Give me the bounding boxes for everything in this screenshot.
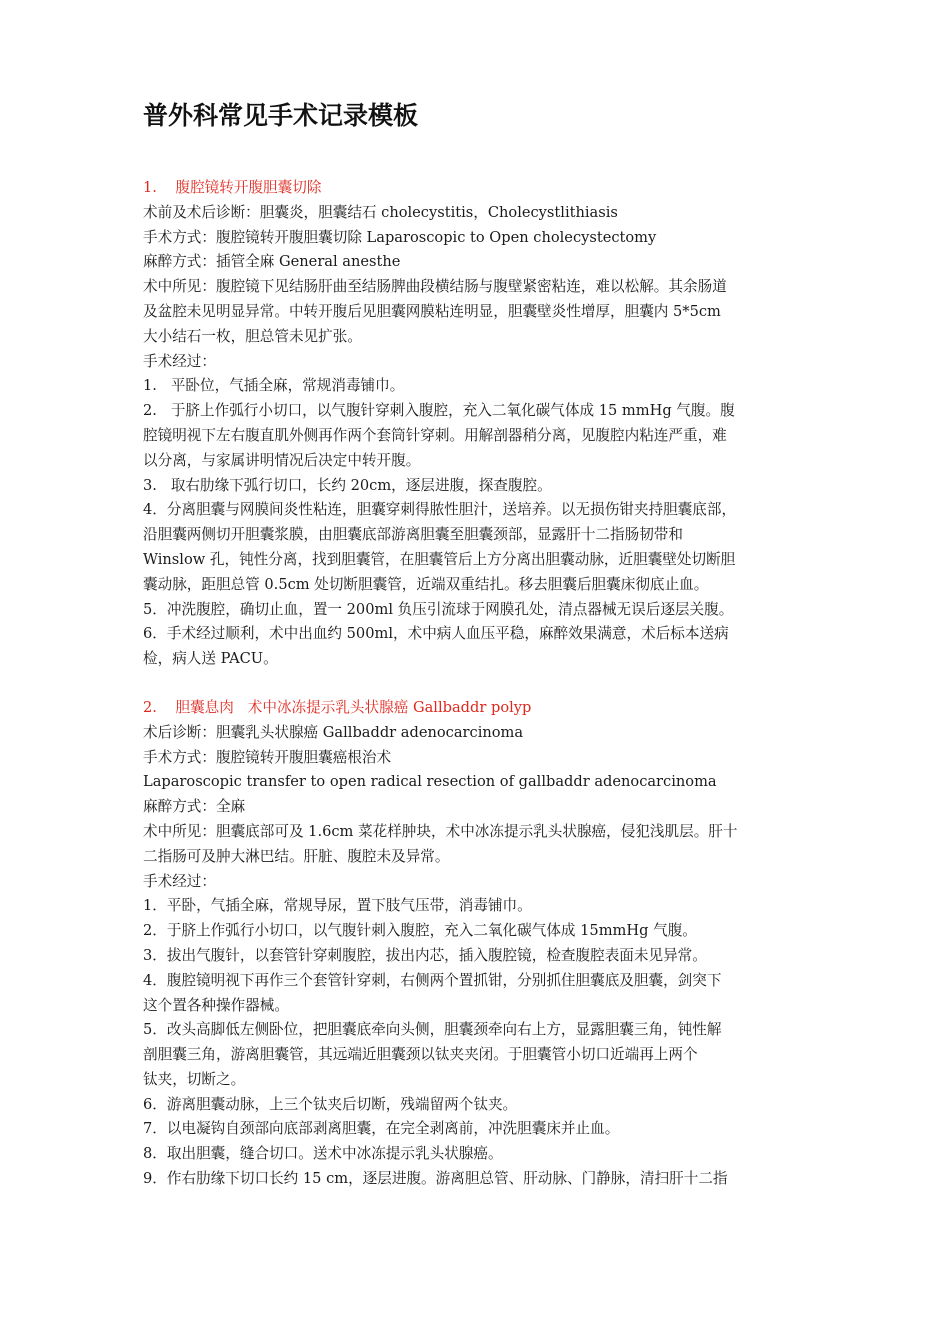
text-line: 1．平卧，气插全麻，常规导尿，置下肢气压带，消毒铺巾。 xyxy=(143,897,532,915)
text-line: 3．拔出气腹针，以套管针穿刺腹腔，拔出内芯，插入腹腔镜，检查腹腔表面未见异常。 xyxy=(143,946,707,964)
section-2 xyxy=(143,696,818,1192)
text-line: 囊动脉，距胆总管 0.5cm 处切断胆囊管，近端双重结扎。移去胆囊后胆囊床彻底止血。 xyxy=(143,575,709,593)
section-heading: 2. 胆囊息肉 术中冰冻提示乳头状腺癌 Gallbaddr polyp xyxy=(143,698,532,716)
text-line: 麻醉方式：全麻 xyxy=(143,798,246,816)
text-line: 9．作右肋缘下切口长约 15 cm，逐层进腹。游离胆总管、肝动脉、门静脉，清扫肝十二指 xyxy=(143,1170,728,1188)
text-line: 术中所见：胆囊底部可及 1.6cm 菜花样肿块，术中冰冻提示乳头状腺癌，侵犯浅肌层。肝十 xyxy=(143,822,738,840)
text-line: 7．以电凝钩自颈部向底部剥离胆囊，在完全剥离前，冲洗胆囊床并止血。 xyxy=(143,1120,620,1138)
section-1 xyxy=(143,176,818,672)
text-line: 钛夹，切断之。 xyxy=(143,1070,246,1088)
text-line: Winslow 孔，钝性分离，找到胆囊管，在胆囊管后上方分离出胆囊动脉，近胆囊壁处切断胆 xyxy=(143,550,736,568)
text-line: 检，病人送 PACU。 xyxy=(143,650,278,668)
text-line: 手术经过： xyxy=(143,352,216,370)
text-line: 4．腹腔镜明视下再作三个套管针穿刺，右侧两个置抓钳，分别抓住胆囊底及胆囊，剑突下 xyxy=(143,971,722,989)
section-heading: 1. 腹腔镜转开腹胆囊切除 xyxy=(143,179,322,196)
document-page xyxy=(143,96,818,1216)
text-line: 剖胆囊三角，游离胆囊管，其远端近胆囊颈以钛夹夹闭。于胆囊管小切口近端再上两个 xyxy=(143,1046,698,1064)
text-line: 5．冲洗腹腔，确切止血，置一 200ml 负压引流球于网膜孔处，清点器械无误后逐层关腹。 xyxy=(143,600,734,618)
text-line: 3. 取右肋缘下弧行切口，长约 20cm，逐层进腹，探查腹腔。 xyxy=(143,476,552,494)
text-line: 大小结石一枚，胆总管未见扩张。 xyxy=(143,327,362,345)
text-line: 二指肠可及肿大淋巴结。肝脏、腹腔未及异常。 xyxy=(143,847,450,865)
text-line: 5．改头高脚低左侧卧位，把胆囊底牵向头侧，胆囊颈牵向右上方，显露胆囊三角，钝性解 xyxy=(143,1021,722,1039)
text-line: 2．于脐上作弧行小切口，以气腹针刺入腹腔，充入二氧化碳气体成 15mmHg 气腹。 xyxy=(143,922,697,940)
text-line: 6．游离胆囊动脉，上三个钛夹后切断，残端留两个钛夹。 xyxy=(143,1095,518,1113)
text-line: Laparoscopic transfer to open radical resection of gallbaddr adenocarcinoma xyxy=(143,773,717,791)
document-title: 普外科常见手术记录模板 xyxy=(143,101,419,130)
text-line: 1. 平卧位，气插全麻，常规消毒铺巾。 xyxy=(143,377,405,395)
text-line: 这个置各种操作器械。 xyxy=(143,996,289,1014)
text-line: 手术经过： xyxy=(143,872,216,890)
text-line: 术后诊断：胆囊乳头状腺癌 Gallbaddr adenocarcinoma xyxy=(143,723,524,741)
text-line: 及盆腔未见明显异常。中转开腹后见胆囊网膜粘连明显，胆囊壁炎性增厚，胆囊内 5*5cm xyxy=(143,302,721,320)
text-line: 术前及术后诊断：胆囊炎，胆囊结石 cholecystitis，Cholecystlithiasis xyxy=(143,203,618,221)
text-line: 2. 于脐上作弧行小切口，以气腹针穿刺入腹腔，充入二氧化碳气体成 15 mmHg 气腹。腹 xyxy=(143,402,735,420)
text-line: 沿胆囊两侧切开胆囊浆膜，由胆囊底部游离胆囊至胆囊颈部，显露肝十二指肠韧带和 xyxy=(143,526,683,544)
text-line: 麻醉方式：插管全麻 General anesthe xyxy=(143,253,401,271)
text-line: 4．分离胆囊与网膜间炎性粘连，胆囊穿刺得脓性胆汁，送培养。以无损伤钳夹持胆囊底部， xyxy=(143,501,737,519)
text-line: 以分离，与家属讲明情况后决定中转开腹。 xyxy=(143,451,421,469)
text-line: 6．手术经过顺利，术中出血约 500ml，术中病人血压平稳，麻醉效果满意，术后标本送病 xyxy=(143,625,729,643)
text-line: 术中所见：腹腔镜下见结肠肝曲至结肠脾曲段横结肠与腹壁紧密粘连，难以松解。其余肠道 xyxy=(143,278,727,296)
text-line: 手术方式：腹腔镜转开腹胆囊癌根治术 xyxy=(143,748,392,766)
text-line: 手术方式：腹腔镜转开腹胆囊切除 Laparoscopic to Open cholecystectomy xyxy=(143,228,657,246)
text-line: 腔镜明视下左右腹直肌外侧再作两个套筒针穿刺。用解剖器稍分离，见腹腔内粘连严重，难 xyxy=(143,426,727,444)
text-line: 8．取出胆囊，缝合切口。送术中冰冻提示乳头状腺癌。 xyxy=(143,1145,503,1163)
